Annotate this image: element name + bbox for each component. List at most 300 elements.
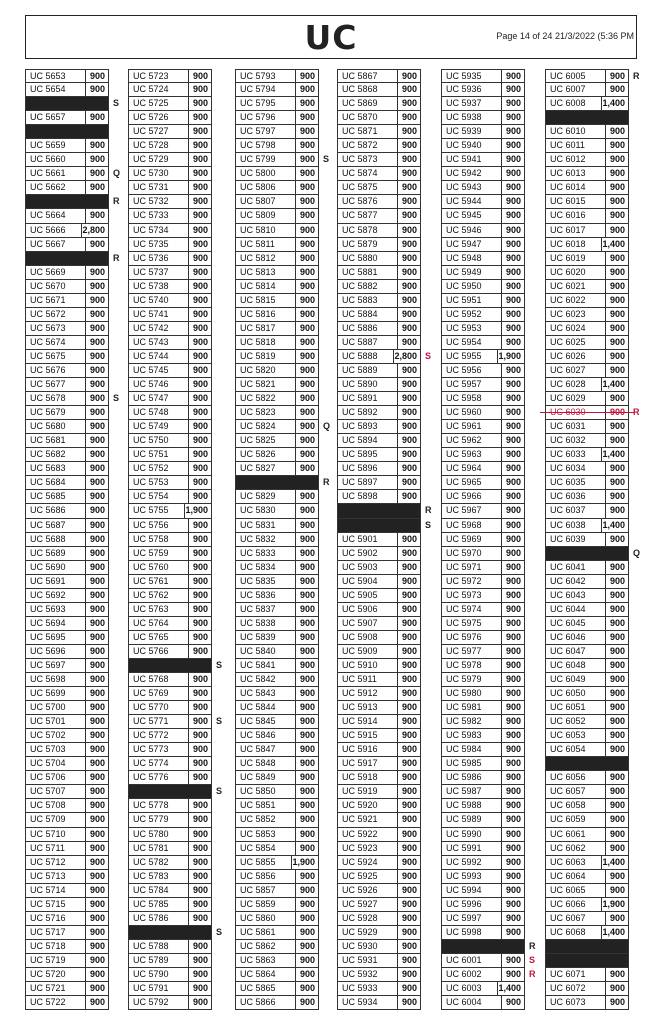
table-row <box>545 69 640 83</box>
table-row <box>235 392 319 406</box>
amount-cell: 900 <box>89 210 105 221</box>
amount-cell: 900 <box>505 364 521 375</box>
table-row <box>235 575 319 589</box>
table-row <box>545 884 629 898</box>
code-cell: UC 5797 <box>236 125 296 138</box>
amount-cell: 900 <box>299 589 315 600</box>
table-row <box>337 743 421 757</box>
amount-cell: 900 <box>401 744 417 755</box>
code-cell: UC 5796 <box>236 111 296 124</box>
amount-cell <box>606 547 628 560</box>
code-cell: UC 5688 <box>26 533 86 546</box>
amount-cell: 900 <box>505 477 521 488</box>
code-cell: UC 5998 <box>442 926 502 939</box>
code-cell: UC 5765 <box>129 631 189 644</box>
code-cell: UC 6013 <box>546 167 606 180</box>
table-row <box>128 561 212 575</box>
table-row <box>441 294 525 308</box>
amount-cell: 900 <box>299 814 315 825</box>
code-cell: UC 5676 <box>26 364 86 377</box>
code-cell: UC 6033 <box>546 448 602 461</box>
table-row <box>545 813 629 827</box>
code-cell: UC 6003 <box>442 982 498 995</box>
code-cell: UC 6021 <box>546 280 606 293</box>
amount-cell: 900 <box>609 603 625 614</box>
code-cell: UC 6030 <box>546 406 606 419</box>
code-cell: UC 6057 <box>546 785 606 798</box>
amount-cell: 900 <box>401 308 417 319</box>
code-cell: UC 5685 <box>26 490 86 503</box>
amount-cell: 900 <box>299 940 315 951</box>
code-cell: UC 6042 <box>546 575 606 588</box>
table-row <box>235 280 319 294</box>
code-cell: UC 5951 <box>442 294 502 307</box>
table-row <box>128 631 212 645</box>
amount-cell: 900 <box>505 716 521 727</box>
code-cell: UC 5919 <box>338 785 398 798</box>
code-cell: UC 5724 <box>129 83 189 96</box>
table-row <box>235 884 319 898</box>
amount-cell <box>86 195 108 208</box>
table-row <box>235 519 319 533</box>
code-cell: UC 6071 <box>546 968 606 981</box>
table-row <box>441 252 525 266</box>
code-cell: UC 5729 <box>129 153 189 166</box>
code-cell: UC 5985 <box>442 757 502 770</box>
amount-cell: 900 <box>89 308 105 319</box>
code-cell: UC 5679 <box>26 406 86 419</box>
table-row <box>337 870 421 884</box>
code-cell: UC 5735 <box>129 238 189 251</box>
table-row <box>128 687 212 701</box>
code-cell: UC 5771 <box>129 715 189 728</box>
table-row <box>441 954 536 968</box>
code-cell: UC 5972 <box>442 575 502 588</box>
amount-cell: 900 <box>505 744 521 755</box>
amount-cell: 900 <box>89 828 105 839</box>
table-row <box>25 603 109 617</box>
amount-cell: 900 <box>505 336 521 347</box>
code-cell: UC 5937 <box>442 97 502 110</box>
amount-cell: 900 <box>299 71 315 81</box>
amount-cell: 900 <box>299 112 315 123</box>
amount-cell: 900 <box>192 969 208 979</box>
code-cell: UC 5675 <box>26 350 86 363</box>
table-row <box>25 364 109 378</box>
amount-cell: 900 <box>505 884 521 895</box>
table-row <box>545 83 629 97</box>
table-row <box>235 308 319 322</box>
table-row <box>128 69 212 83</box>
code-cell: UC 5770 <box>129 701 189 714</box>
table-row <box>128 420 212 434</box>
amount-cell: 900 <box>609 463 625 474</box>
amount-cell: 900 <box>299 898 315 909</box>
table-row <box>337 785 421 799</box>
amount-cell: 900 <box>192 252 208 263</box>
table-row <box>25 209 109 223</box>
table-row <box>235 659 319 673</box>
code-cell: UC 5720 <box>26 968 86 981</box>
amount-cell: 900 <box>192 758 208 769</box>
handwritten-mark: S <box>216 659 223 670</box>
table-row <box>441 392 525 406</box>
code-cell: UC 6007 <box>546 83 606 96</box>
table-row <box>128 954 212 968</box>
amount-cell: 900 <box>89 84 105 95</box>
code-cell: UC 5818 <box>236 336 296 349</box>
code-cell: UC 6066 <box>546 898 602 911</box>
amount-cell: 900 <box>192 800 208 811</box>
code-cell: UC 5854 <box>236 842 296 855</box>
code-cell: UC 5746 <box>129 378 189 391</box>
code-cell: UC 5921 <box>338 813 398 826</box>
amount-cell: 900 <box>299 800 315 811</box>
amount-cell: 900 <box>505 603 521 614</box>
table-row <box>235 364 319 378</box>
amount-cell: 900 <box>505 870 521 881</box>
table-row <box>337 715 421 729</box>
amount-cell: 900 <box>299 449 315 460</box>
amount-cell: 900 <box>609 575 625 586</box>
table-row <box>441 687 525 701</box>
table-row <box>441 266 525 280</box>
code-cell: UC 6027 <box>546 364 606 377</box>
code-cell: UC 5848 <box>236 757 296 770</box>
amount-cell: 900 <box>192 912 208 923</box>
code-cell: UC 5903 <box>338 561 398 574</box>
amount-cell: 900 <box>192 168 208 179</box>
amount-cell: 900 <box>401 336 417 347</box>
amount-cell: 900 <box>609 969 625 979</box>
code-cell: UC 5748 <box>129 406 189 419</box>
blank-row <box>25 97 120 111</box>
amount-cell: 1,400 <box>602 98 625 109</box>
table-row <box>235 996 319 1010</box>
table-row <box>128 195 212 209</box>
amount-cell: 900 <box>505 98 521 109</box>
amount-cell: 1,400 <box>498 983 521 994</box>
table-row <box>235 69 319 83</box>
table-row <box>337 378 421 392</box>
amount-cell: 900 <box>89 898 105 909</box>
table-row <box>337 490 421 504</box>
amount-cell: 900 <box>192 856 208 867</box>
code-cell: UC 6011 <box>546 139 606 152</box>
amount-cell: 900 <box>192 477 208 488</box>
code-cell: UC 5667 <box>26 238 86 251</box>
amount-cell: 900 <box>299 674 315 685</box>
code-cell: UC 5845 <box>236 715 296 728</box>
table-row <box>25 504 109 518</box>
code-cell: UC 5814 <box>236 280 296 293</box>
code-cell: UC 6054 <box>546 743 606 756</box>
code-cell: UC 5981 <box>442 701 502 714</box>
code-cell: UC 5962 <box>442 434 502 447</box>
code-cell: UC 5830 <box>236 504 296 517</box>
amount-cell: 900 <box>299 421 315 432</box>
code-cell: UC 6012 <box>546 153 606 166</box>
table-row <box>235 167 319 181</box>
amount-cell: 900 <box>401 674 417 685</box>
amount-cell: 900 <box>299 912 315 923</box>
code-cell: UC 5974 <box>442 603 502 616</box>
code-cell: UC 5761 <box>129 575 189 588</box>
table-row <box>25 181 109 195</box>
amount-cell <box>606 954 628 967</box>
table-row <box>441 561 525 575</box>
table-row <box>441 83 525 97</box>
code-cell: UC 5789 <box>129 954 189 967</box>
code-cell: UC 5938 <box>442 111 502 124</box>
code-cell: UC 5654 <box>26 83 86 96</box>
code-cell: UC 5997 <box>442 912 502 925</box>
amount-cell: 900 <box>89 800 105 811</box>
code-cell: UC 5743 <box>129 336 189 349</box>
table-row <box>25 701 109 715</box>
amount-cell: 900 <box>89 983 105 994</box>
table-row <box>128 968 212 982</box>
amount-cell: 900 <box>89 884 105 895</box>
amount-cell: 900 <box>609 842 625 853</box>
table-row <box>545 406 640 420</box>
amount-cell: 900 <box>89 71 105 81</box>
table-row <box>25 785 109 799</box>
table-row <box>545 224 629 238</box>
table-row <box>337 842 421 856</box>
code-cell: UC 5677 <box>26 378 86 391</box>
table-row <box>441 153 525 167</box>
code-cell: UC 5703 <box>26 743 86 756</box>
amount-cell: 900 <box>401 252 417 263</box>
amount-cell: 900 <box>192 435 208 446</box>
amount-cell: 900 <box>299 168 315 179</box>
table-row <box>235 448 319 462</box>
blank-row <box>235 476 330 490</box>
table-row <box>25 898 109 912</box>
amount-cell: 900 <box>299 645 315 656</box>
table-row <box>235 252 319 266</box>
amount-cell: 900 <box>89 912 105 923</box>
code-cell: UC 5822 <box>236 392 296 405</box>
amount-cell: 900 <box>505 758 521 769</box>
table-row <box>545 715 629 729</box>
code-cell: UC 5933 <box>338 982 398 995</box>
table-row <box>25 294 109 308</box>
amount-cell: 900 <box>89 603 105 614</box>
code-cell: UC 5710 <box>26 828 86 841</box>
code-cell: UC 6037 <box>546 504 606 517</box>
amount-cell: 1,400 <box>602 856 625 867</box>
amount-cell: 900 <box>89 561 105 572</box>
table-row <box>545 799 629 813</box>
amount-cell: 900 <box>401 969 417 979</box>
table-row <box>128 294 212 308</box>
amount-cell: 900 <box>192 238 208 249</box>
code-cell: UC 6068 <box>546 926 602 939</box>
code-cell: UC 5815 <box>236 294 296 307</box>
amount-cell: 900 <box>401 449 417 460</box>
table-row <box>25 462 109 476</box>
table-row <box>441 842 525 856</box>
code-cell: UC 5745 <box>129 364 189 377</box>
code-cell: UC 5956 <box>442 364 502 377</box>
amount-cell: 900 <box>505 912 521 923</box>
amount-cell: 900 <box>401 688 417 699</box>
table-row <box>25 280 109 294</box>
table-row <box>128 982 212 996</box>
amount-cell: 900 <box>299 98 315 109</box>
code-cell <box>129 659 189 672</box>
code-cell: UC 5788 <box>129 940 189 953</box>
code-cell: UC 5731 <box>129 181 189 194</box>
code-cell: UC 5912 <box>338 687 398 700</box>
amount-cell: 900 <box>89 112 105 123</box>
code-cell: UC 5670 <box>26 280 86 293</box>
amount-cell: 900 <box>505 589 521 600</box>
code-column-3 <box>235 69 331 1010</box>
amount-cell: 900 <box>192 336 208 347</box>
table-row <box>441 69 525 83</box>
code-cell: UC 6004 <box>442 996 502 1009</box>
code-cell: UC 5681 <box>26 434 86 447</box>
code-cell: UC 5832 <box>236 533 296 546</box>
amount-cell: 900 <box>192 463 208 474</box>
amount-cell: 900 <box>401 407 417 418</box>
amount-cell: 900 <box>192 322 208 333</box>
code-cell: UC 5823 <box>236 406 296 419</box>
table-row <box>235 350 319 364</box>
table-row <box>441 195 525 209</box>
code-cell: UC 5701 <box>26 715 86 728</box>
table-row <box>235 856 319 870</box>
code-cell: UC 5896 <box>338 462 398 475</box>
code-cell: UC 5863 <box>236 954 296 967</box>
code-cell: UC 5683 <box>26 462 86 475</box>
amount-cell: 900 <box>192 645 208 656</box>
table-row <box>25 224 109 238</box>
amount-cell: 900 <box>89 477 105 488</box>
amount-cell: 900 <box>505 702 521 713</box>
code-cell: UC 5868 <box>338 83 398 96</box>
amount-cell: 1,400 <box>602 926 625 937</box>
code-cell: UC 5723 <box>129 70 189 82</box>
table-row <box>545 364 629 378</box>
code-cell: UC 5684 <box>26 476 86 489</box>
amount-cell: 900 <box>89 294 105 305</box>
code-cell: UC 5831 <box>236 519 296 532</box>
code-cell: UC 5755 <box>129 504 185 517</box>
amount-cell: 900 <box>299 407 315 418</box>
code-cell: UC 5961 <box>442 420 502 433</box>
table-row <box>235 139 319 153</box>
table-row <box>545 378 629 392</box>
code-cell: UC 5673 <box>26 322 86 335</box>
amount-cell: 900 <box>505 322 521 333</box>
table-row <box>337 701 421 715</box>
code-cell: UC 5979 <box>442 673 502 686</box>
code-cell: UC 5835 <box>236 575 296 588</box>
code-cell: UC 5717 <box>26 926 86 939</box>
amount-cell: 900 <box>609 266 625 277</box>
table-row <box>545 589 629 603</box>
table-row <box>128 940 212 954</box>
code-cell: UC 5754 <box>129 490 189 503</box>
table-row <box>441 645 525 659</box>
amount-cell: 900 <box>609 828 625 839</box>
amount-cell: 900 <box>89 589 105 600</box>
code-cell: UC 6034 <box>546 462 606 475</box>
amount-cell: 900 <box>299 997 315 1008</box>
amount-cell: 900 <box>192 71 208 81</box>
table-row <box>545 771 629 785</box>
code-cell: UC 5891 <box>338 392 398 405</box>
table-row <box>25 420 109 434</box>
code-cell: UC 5992 <box>442 856 502 869</box>
amount-cell: 900 <box>192 491 208 502</box>
amount-cell: 900 <box>609 716 625 727</box>
table-row <box>545 294 629 308</box>
amount-cell: 900 <box>401 589 417 600</box>
amount-cell: 900 <box>401 98 417 109</box>
code-cell: UC 5986 <box>442 771 502 784</box>
table-row <box>337 238 421 252</box>
table-row <box>441 322 525 336</box>
amount-cell: 900 <box>401 154 417 165</box>
code-cell: UC 5834 <box>236 561 296 574</box>
code-cell: UC 5893 <box>338 420 398 433</box>
table-row <box>128 757 212 771</box>
table-row <box>545 252 629 266</box>
code-cell <box>129 926 189 939</box>
table-row <box>128 83 212 97</box>
amount-cell: 900 <box>401 224 417 235</box>
code-cell: UC 5880 <box>338 252 398 265</box>
table-row <box>235 785 319 799</box>
code-cell: UC 6056 <box>546 771 606 784</box>
table-row <box>441 589 525 603</box>
amount-cell: 1,400 <box>602 238 625 249</box>
code-cell: UC 5738 <box>129 280 189 293</box>
amount-cell: 900 <box>505 182 521 193</box>
table-row <box>337 799 421 813</box>
table-row <box>441 856 525 870</box>
amount-cell: 900 <box>89 519 105 530</box>
table-row <box>337 97 421 111</box>
table-row <box>128 434 212 448</box>
code-cell: UC 5994 <box>442 884 502 897</box>
amount-cell: 900 <box>505 421 521 432</box>
code-cell: UC 6016 <box>546 209 606 222</box>
table-row <box>337 139 421 153</box>
table-row <box>128 884 212 898</box>
blank-row <box>441 940 536 954</box>
blank-row <box>128 659 223 673</box>
code-cell: UC 5957 <box>442 378 502 391</box>
amount-cell: 900 <box>89 758 105 769</box>
amount-cell: 900 <box>192 112 208 123</box>
code-cell: UC 5774 <box>129 757 189 770</box>
amount-cell: 900 <box>89 631 105 642</box>
amount-cell: 900 <box>609 210 625 221</box>
amount-cell: 900 <box>299 954 315 965</box>
amount-cell: 900 <box>401 435 417 446</box>
amount-cell: 900 <box>192 154 208 165</box>
amount-cell: 1,400 <box>602 379 625 390</box>
code-cell: UC 6046 <box>546 631 606 644</box>
table-row <box>545 645 629 659</box>
table-row <box>441 729 525 743</box>
